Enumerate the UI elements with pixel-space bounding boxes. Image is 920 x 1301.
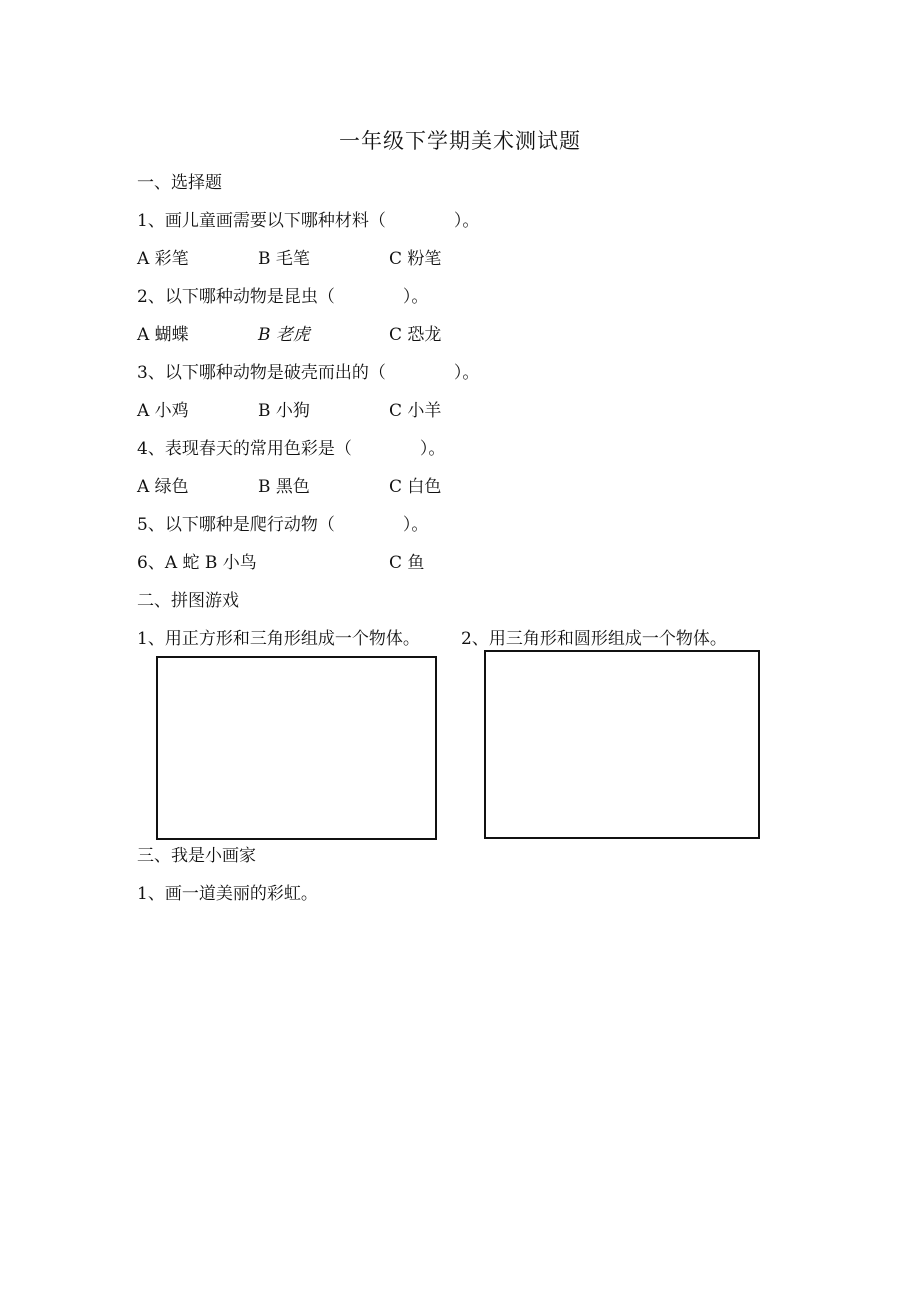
section-1-heading: 一、选择题	[137, 173, 222, 193]
question-4: 4、表现春天的常用色彩是（ ）。	[137, 439, 446, 459]
question-6-option-c: C 鱼	[389, 553, 425, 573]
question-1-option-b: B 毛笔	[258, 249, 310, 269]
question-1-option-c: C 粉笔	[389, 249, 442, 269]
section-2-heading: 二、拼图游戏	[137, 591, 239, 611]
question-4-option-c: C 白色	[389, 477, 442, 497]
question-3: 3、以下哪种动物是破壳而出的（ ）。	[137, 363, 480, 383]
question-2-option-a: A 蝴蝶	[137, 325, 189, 345]
question-4-option-a: A 绿色	[137, 477, 189, 497]
question-1-option-a: A 彩笔	[137, 249, 189, 269]
drawing-question-1: 1、画一道美丽的彩虹。	[137, 884, 318, 904]
question-1: 1、画儿童画需要以下哪种材料（ ）。	[137, 211, 480, 231]
puzzle-question-1: 1、用正方形和三角形组成一个物体。	[137, 629, 420, 649]
drawing-box-1[interactable]	[156, 656, 437, 840]
question-5: 5、以下哪种是爬行动物（ ）。	[137, 515, 429, 535]
question-3-option-b: B 小狗	[258, 401, 310, 421]
question-2-option-c: C 恐龙	[389, 325, 442, 345]
puzzle-question-2: 2、用三角形和圆形组成一个物体。	[461, 629, 727, 649]
section-3-heading: 三、我是小画家	[137, 846, 256, 866]
drawing-box-2[interactable]	[484, 650, 760, 839]
page-title: 一年级下学期美术测试题	[339, 129, 581, 153]
question-3-option-c: C 小羊	[389, 401, 442, 421]
question-2: 2、以下哪种动物是昆虫（ ）。	[137, 287, 429, 307]
question-3-option-a: A 小鸡	[137, 401, 189, 421]
question-4-option-b: B 黑色	[258, 477, 310, 497]
question-2-option-b: B 老虎	[258, 325, 310, 345]
question-6-options-ab: 6、A 蛇 B 小鸟	[137, 553, 257, 573]
